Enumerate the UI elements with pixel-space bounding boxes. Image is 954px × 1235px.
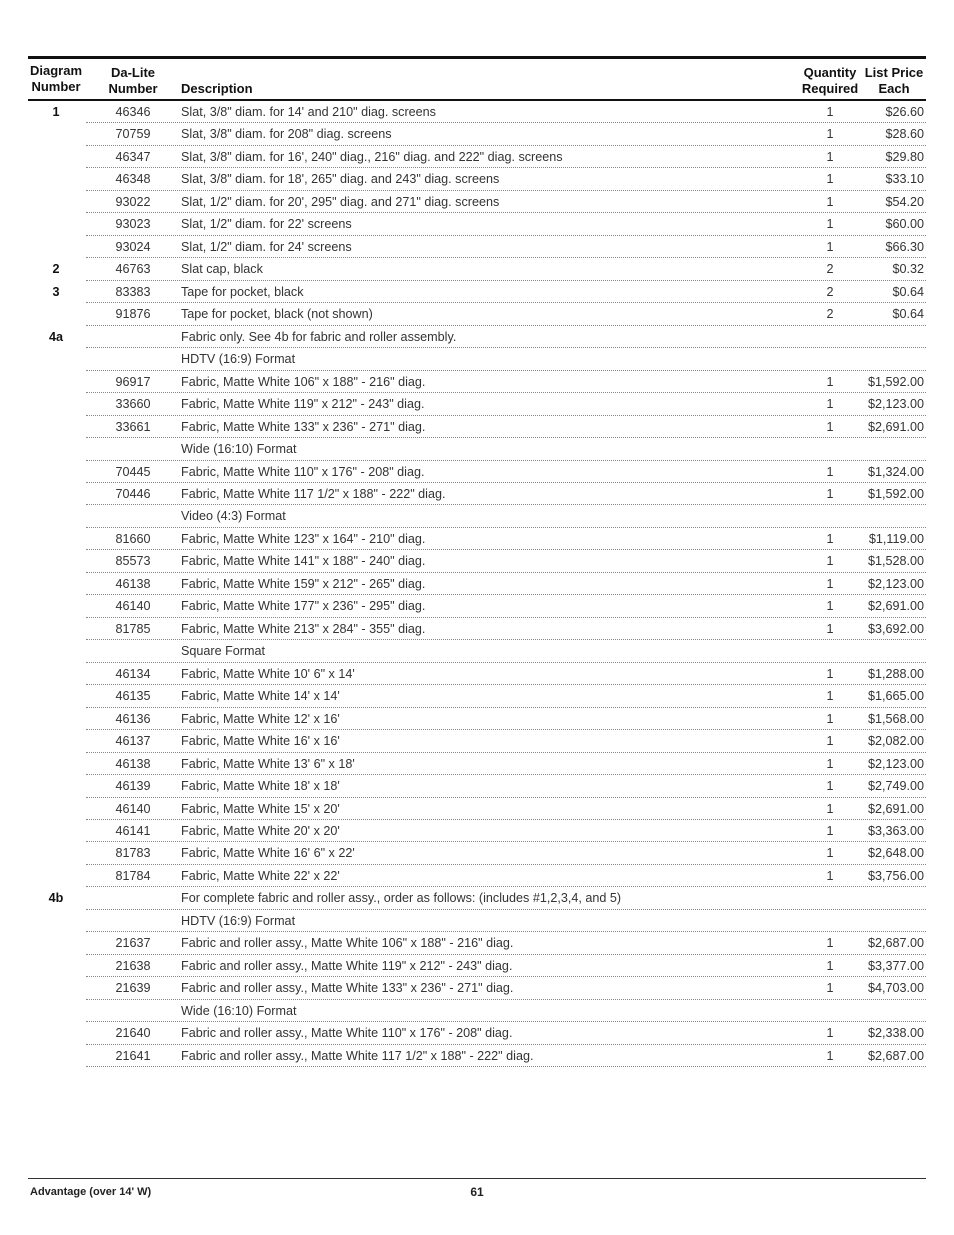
description-cell: Slat, 3/8" diam. for 16', 240" diag., 216" diag. and 222" diag. screens <box>181 149 563 164</box>
description-cell: Square Format <box>181 644 265 659</box>
header-price-line2: Each <box>878 81 910 96</box>
table-row <box>0 640 954 662</box>
table-row <box>0 955 954 977</box>
quantity-cell: 1 <box>826 666 834 681</box>
footer-product-name: Advantage (over 14' W) <box>30 1186 152 1198</box>
part-number-cell: 21640 <box>115 1026 151 1041</box>
quantity-cell: 1 <box>826 621 834 636</box>
quantity-cell: 1 <box>826 868 834 883</box>
table-row <box>0 101 954 123</box>
part-number-cell: 93024 <box>115 239 151 254</box>
table-row <box>0 1022 954 1044</box>
table-row <box>0 708 954 730</box>
description-cell: Fabric, Matte White 159" x 212" - 265" diag. <box>181 576 426 591</box>
description-cell: Fabric, Matte White 22' x 22' <box>181 868 340 883</box>
description-cell: Fabric, Matte White 13' 6" x 18' <box>181 756 355 771</box>
table-row <box>0 1045 954 1067</box>
quantity-cell: 2 <box>826 262 834 277</box>
description-cell: Fabric, Matte White 15' x 20' <box>181 801 340 816</box>
quantity-cell: 1 <box>826 531 834 546</box>
description-cell: Fabric, Matte White 119" x 212" - 243" diag. <box>181 397 425 412</box>
description-cell: Fabric, Matte White 133" x 236" - 271" diag. <box>181 419 426 434</box>
table-row <box>0 595 954 617</box>
table-row <box>0 685 954 707</box>
part-number-cell: 46348 <box>115 172 151 187</box>
header-list-price <box>862 65 926 97</box>
quantity-cell: 1 <box>826 846 834 861</box>
table-row <box>0 326 954 348</box>
table-row <box>0 348 954 370</box>
description-cell: HDTV (16:9) Format <box>181 913 296 928</box>
part-number-cell: 46347 <box>115 149 151 164</box>
description-cell: Fabric and roller assy., Matte White 119" x 212" - 243" diag. <box>181 958 513 973</box>
quantity-cell: 1 <box>826 936 834 951</box>
price-cell: $2,338.00 <box>867 1026 924 1041</box>
part-number-cell: 81783 <box>115 846 151 861</box>
description-cell: Fabric, Matte White 123" x 164" - 210" diag. <box>181 531 426 546</box>
description-cell: Slat, 3/8" diam. for 14' and 210" diag. screens <box>181 105 436 119</box>
diagram-number-cell: 3 <box>52 284 60 299</box>
part-number-cell: 21637 <box>115 936 151 951</box>
table-row <box>0 416 954 438</box>
header-dalite-line1: Da-Lite <box>110 65 156 80</box>
part-number-cell: 21639 <box>115 981 151 996</box>
header-dalite-line2: Number <box>108 81 158 96</box>
description-cell: Fabric and roller assy., Matte White 117 1/2" x 188" - 222" diag. <box>181 1048 534 1063</box>
quantity-cell: 1 <box>826 217 834 232</box>
price-cell: $2,691.00 <box>867 419 924 434</box>
price-cell: $66.30 <box>885 239 924 254</box>
quantity-cell: 1 <box>826 397 834 412</box>
table-row <box>0 303 954 325</box>
diagram-number-cell: 4a <box>48 329 63 344</box>
price-cell: $0.64 <box>892 284 924 299</box>
quantity-cell: 1 <box>826 981 834 996</box>
description-cell: Slat, 1/2" diam. for 20', 295" diag. and 271" diag. screens <box>181 194 500 209</box>
price-cell: $3,756.00 <box>867 868 924 883</box>
quantity-cell: 1 <box>826 149 834 164</box>
price-cell: $33.10 <box>885 172 924 187</box>
diagram-number-cell: 1 <box>52 105 60 119</box>
part-number-cell: 46134 <box>115 666 151 681</box>
table-row <box>0 371 954 393</box>
part-number-cell: 70445 <box>115 464 151 479</box>
quantity-cell: 1 <box>826 958 834 973</box>
price-cell: $2,082.00 <box>867 734 924 749</box>
table-row <box>0 663 954 685</box>
table-row <box>0 123 954 145</box>
price-cell: $28.60 <box>885 127 924 142</box>
header-quantity-line2: Required <box>801 81 859 96</box>
quantity-cell: 1 <box>826 711 834 726</box>
description-cell: Slat, 1/2" diam. for 22' screens <box>181 217 352 232</box>
part-number-cell: 96917 <box>115 374 151 389</box>
price-cell: $2,123.00 <box>867 756 924 771</box>
table-row <box>0 910 954 932</box>
quantity-cell: 1 <box>826 756 834 771</box>
table-row <box>0 887 954 909</box>
parts-table <box>0 101 954 1067</box>
description-cell: Tape for pocket, black (not shown) <box>181 307 373 322</box>
description-cell: Fabric, Matte White 106" x 188" - 216" diag. <box>181 374 426 389</box>
part-number-cell: 46139 <box>115 779 151 794</box>
price-cell: $0.64 <box>892 307 924 322</box>
table-row <box>0 505 954 527</box>
description-cell: Fabric and roller assy., Matte White 133" x 236" - 271" diag. <box>181 981 514 996</box>
quantity-cell: 1 <box>826 576 834 591</box>
price-cell: $54.20 <box>885 194 924 209</box>
quantity-cell: 1 <box>826 824 834 838</box>
price-cell: $1,119.00 <box>868 531 924 546</box>
part-number-cell: 85573 <box>115 554 151 569</box>
quantity-cell: 1 <box>826 1026 834 1041</box>
description-cell: Fabric, Matte White 213" x 284" - 355" diag. <box>181 621 426 636</box>
page-number: 61 <box>470 1185 484 1199</box>
price-cell: $4,703.00 <box>867 981 924 996</box>
price-cell: $1,288.00 <box>867 666 924 681</box>
table-row <box>0 753 954 775</box>
header-description: Description <box>181 81 253 96</box>
price-cell: $1,324.00 <box>867 464 924 479</box>
part-number-cell: 46137 <box>115 734 151 749</box>
part-number-cell: 93023 <box>115 217 151 232</box>
diagram-number-cell: 2 <box>52 262 60 277</box>
table-row <box>0 461 954 483</box>
description-cell: Fabric and roller assy., Matte White 106" x 188" - 216" diag. <box>181 936 514 951</box>
price-cell: $2,691.00 <box>867 599 924 614</box>
description-cell: Slat, 3/8" diam. for 208" diag. screens <box>181 127 392 142</box>
description-cell: Fabric, Matte White 110" x 176" - 208" diag. <box>181 464 425 479</box>
part-number-cell: 81784 <box>115 868 151 883</box>
price-cell: $26.60 <box>885 105 924 119</box>
price-cell: $3,363.00 <box>867 824 924 838</box>
description-cell: Fabric, Matte White 177" x 236" - 295" diag. <box>181 599 426 614</box>
part-number-cell: 46135 <box>115 689 151 704</box>
quantity-cell: 1 <box>826 779 834 794</box>
table-row <box>0 168 954 190</box>
table-row <box>0 865 954 887</box>
table-row <box>0 236 954 258</box>
description-cell: Fabric, Matte White 117 1/2" x 188" - 222" diag. <box>181 486 446 501</box>
top-rule <box>28 56 926 59</box>
quantity-cell: 1 <box>826 1048 834 1063</box>
price-cell: $1,665.00 <box>867 689 924 704</box>
quantity-cell: 1 <box>826 127 834 142</box>
description-cell: Fabric, Matte White 141" x 188" - 240" diag. <box>181 554 426 569</box>
price-cell: $3,377.00 <box>867 958 924 973</box>
header-diagram-line2: Number <box>31 79 81 94</box>
description-cell: For complete fabric and roller assy., order as follows: (includes #1,2,3,4, and 5) <box>181 891 622 906</box>
table-row <box>0 618 954 640</box>
quantity-cell: 1 <box>826 734 834 749</box>
part-number-cell: 21638 <box>115 958 151 973</box>
table-row <box>0 483 954 505</box>
quantity-cell: 1 <box>826 239 834 254</box>
price-cell: $60.00 <box>885 217 924 232</box>
header-dalite-number <box>100 65 166 97</box>
table-row <box>0 730 954 752</box>
row-divider <box>86 1066 926 1067</box>
part-number-cell: 46141 <box>115 824 151 838</box>
table-row <box>0 550 954 572</box>
quantity-cell: 1 <box>826 599 834 614</box>
footer-rule <box>28 1178 926 1179</box>
table-row <box>0 820 954 842</box>
quantity-cell: 2 <box>826 284 834 299</box>
part-number-cell: 81660 <box>115 531 151 546</box>
part-number-cell: 46136 <box>115 711 151 726</box>
header-quantity-required <box>796 65 864 97</box>
table-row <box>0 798 954 820</box>
description-cell: Fabric, Matte White 16' x 16' <box>181 734 340 749</box>
quantity-cell: 1 <box>826 374 834 389</box>
price-cell: $2,123.00 <box>867 397 924 412</box>
description-cell: Fabric, Matte White 14' x 14' <box>181 689 340 704</box>
description-cell: Video (4:3) Format <box>181 509 286 524</box>
header-diagram-number <box>28 63 84 95</box>
quantity-cell: 1 <box>826 105 834 119</box>
part-number-cell: 81785 <box>115 621 151 636</box>
price-cell: $1,528.00 <box>867 554 924 569</box>
table-row <box>0 281 954 303</box>
description-cell: Slat, 1/2" diam. for 24' screens <box>181 239 352 254</box>
description-cell: Tape for pocket, black <box>181 284 304 299</box>
part-number-cell: 83383 <box>115 284 151 299</box>
header-diagram-line1: Diagram <box>29 63 83 78</box>
part-number-cell: 46346 <box>115 105 151 119</box>
part-number-cell: 70446 <box>115 486 151 501</box>
quantity-cell: 1 <box>826 172 834 187</box>
table-row <box>0 1000 954 1022</box>
price-cell: $2,123.00 <box>867 576 924 591</box>
price-cell: $2,691.00 <box>867 801 924 816</box>
description-cell: Fabric, Matte White 18' x 18' <box>181 779 340 794</box>
quantity-cell: 1 <box>826 194 834 209</box>
description-cell: Fabric, Matte White 16' 6" x 22' <box>181 846 355 861</box>
description-cell: Fabric only. See 4b for fabric and roller assembly. <box>181 329 457 344</box>
price-cell: $1,592.00 <box>867 486 924 501</box>
price-cell: $2,749.00 <box>867 779 924 794</box>
part-number-cell: 46140 <box>115 801 151 816</box>
table-row <box>0 573 954 595</box>
diagram-number-cell: 4b <box>48 891 64 906</box>
quantity-cell: 1 <box>826 554 834 569</box>
table-row <box>0 932 954 954</box>
description-cell: Fabric, Matte White 12' x 16' <box>181 711 340 726</box>
table-row <box>0 438 954 460</box>
description-cell: Fabric and roller assy., Matte White 110" x 176" - 208" diag. <box>181 1026 513 1041</box>
part-number-cell: 21641 <box>115 1048 151 1063</box>
description-cell: Wide (16:10) Format <box>181 442 297 457</box>
price-cell: $2,687.00 <box>867 1048 924 1063</box>
table-row <box>0 191 954 213</box>
quantity-cell: 1 <box>826 419 834 434</box>
table-row <box>0 842 954 864</box>
table-row <box>0 213 954 235</box>
price-cell: $2,648.00 <box>867 846 924 861</box>
price-cell: $1,568.00 <box>867 711 924 726</box>
table-row <box>0 393 954 415</box>
part-number-cell: 33660 <box>115 397 151 412</box>
table-row <box>0 258 954 280</box>
price-cell: $3,692.00 <box>867 621 924 636</box>
description-cell: HDTV (16:9) Format <box>181 352 296 367</box>
quantity-cell: 1 <box>826 464 834 479</box>
header-price-line1: List Price <box>864 65 924 80</box>
quantity-cell: 1 <box>826 689 834 704</box>
price-cell: $1,592.00 <box>867 374 924 389</box>
description-cell: Slat cap, black <box>181 262 263 277</box>
description-cell: Wide (16:10) Format <box>181 1003 297 1018</box>
part-number-cell: 46138 <box>115 576 151 591</box>
part-number-cell: 70759 <box>115 127 151 142</box>
part-number-cell: 46763 <box>115 262 151 277</box>
price-cell: $0.32 <box>892 262 924 277</box>
quantity-cell: 2 <box>826 307 834 322</box>
description-cell: Slat, 3/8" diam. for 18', 265" diag. and 243" diag. screens <box>181 172 500 187</box>
description-cell: Fabric, Matte White 20' x 20' <box>181 824 340 838</box>
price-cell: $2,687.00 <box>867 936 924 951</box>
description-cell: Fabric, Matte White 10' 6" x 14' <box>181 666 355 681</box>
part-number-cell: 46138 <box>115 756 151 771</box>
table-row <box>0 528 954 550</box>
table-row <box>0 146 954 168</box>
quantity-cell: 1 <box>826 486 834 501</box>
price-cell: $29.80 <box>885 149 924 164</box>
part-number-cell: 46140 <box>115 599 151 614</box>
table-row <box>0 977 954 999</box>
table-row <box>0 775 954 797</box>
part-number-cell: 93022 <box>115 194 151 209</box>
part-number-cell: 91876 <box>115 307 151 322</box>
quantity-cell: 1 <box>826 801 834 816</box>
header-quantity-line1: Quantity <box>803 65 857 80</box>
part-number-cell: 33661 <box>115 419 151 434</box>
